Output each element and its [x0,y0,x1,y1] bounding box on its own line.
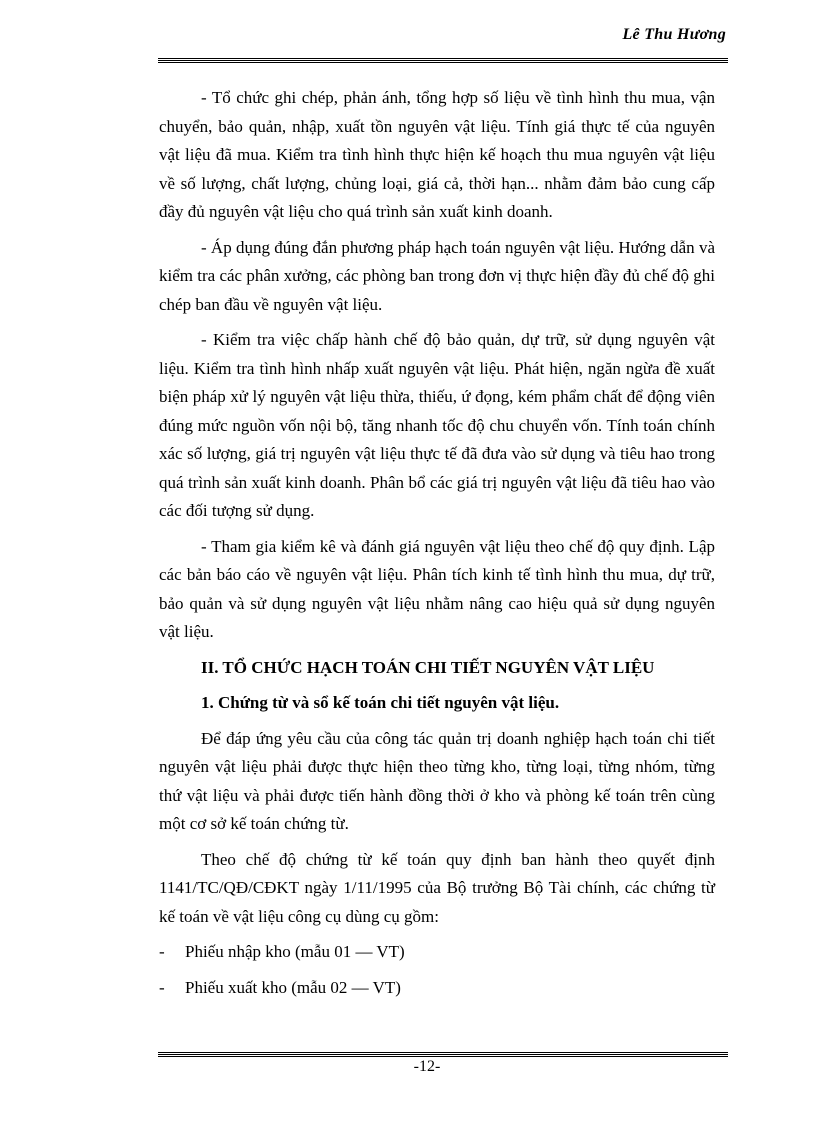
paragraph: Để đáp ứng yêu cầu của công tác quản trị doanh nghiệp hạch toán chi tiết nguyên vật liệu phải được thực hiện theo từng kho, từng loại, từng nhóm, từng thứ vật liệu và phải được tiến hành đồng thời ở kho và phòng kế toán trên cùng một cơ sở kế toán chứng từ. [159,728,715,833]
list-dash: - [159,942,165,961]
paragraph: - Áp dụng đúng đắn phương pháp hạch toán nguyên vật liệu. Hướng dẫn và kiểm tra các phân xưởng, các phòng ban trong đơn vị thực hiện đầy đủ chế độ ghi chép ban đầu về nguyên vật liệu. [159,237,715,314]
paragraph: - Tổ chức ghi chép, phản ánh, tổng hợp số liệu về tình hình thu mua, vận chuyển, bảo quản, nhập, xuất tồn nguyên vật liệu. Tính giá thực tế của nguyên vật liệu đã mua. Kiểm tra tình hình thực hiện kế hoạch thu mua nguyên vật liệu về số lượng, chất lượng, chủng loại, giá cả, thời hạn... nhằm đảm bảo cung cấp đầy đủ nguyên vật liệu cho quá trình sản xuất kinh doanh. [159,88,715,221]
page-number: -12- [413,1058,441,1075]
list-item-text: Phiếu xuất kho (mẫu 02 — VT) [185,977,401,997]
list-item [159,938,715,967]
header-rule [158,58,728,64]
document-body [159,84,715,1009]
subsection-heading: 1. Chứng từ và sổ kế toán chi tiết nguyên vật liệu. [201,693,560,712]
paragraph: - Kiểm tra việc chấp hành chế độ bảo quản, dự trữ, sử dụng nguyên vật liệu. Kiểm tra tình hình nhấp xuất nguyên vật liệu. Phát hiện, ngăn ngừa đề xuất biện pháp xử lý nguyên vật liệu thừa, thiếu, ứ đọng, kém phẩm chất để động viên đúng mức nguồn vốn nội bộ, tăng nhanh tốc độ chu chuyển vốn. Tính toán chính xác số lượng, giá trị nguyên vật liệu thực tế đã đưa vào sử dụng và tiêu hao trong quá trình sản xuất kinh doanh. Phân bổ các giá trị nguyên vật liệu đã tiêu hao vào các đối tượng sử dụng. [159,330,715,520]
list-item [159,974,715,1003]
paragraph: - Tham gia kiểm kê và đánh giá nguyên vật liệu theo chế độ quy định. Lập các bản báo cáo về nguyên vật liệu. Phân tích kinh tế tình hình thu mua, dự trữ, bảo quản và sử dụng nguyên vật liệu nhằm nâng cao hiệu quả sử dụng nguyên vật liệu. [159,536,715,641]
list-dash: - [159,977,165,997]
header-author: Lê Thu Hương [622,26,726,43]
section-heading: II. TỔ CHỨC HẠCH TOÁN CHI TIẾT NGUYÊN VẬT LIỆU [201,657,655,677]
list-item-text: Phiếu nhập kho (mẫu 01 — VT) [185,942,405,961]
paragraph: Theo chế độ chứng từ kế toán quy định ban hành theo quyết định 1141/TC/QĐ/CĐKT ngày 1/11/1995 của Bộ trưởng Bộ Tài chính, các chứng từ kế toán về vật liệu công cụ dùng cụ gồm: [159,849,715,926]
